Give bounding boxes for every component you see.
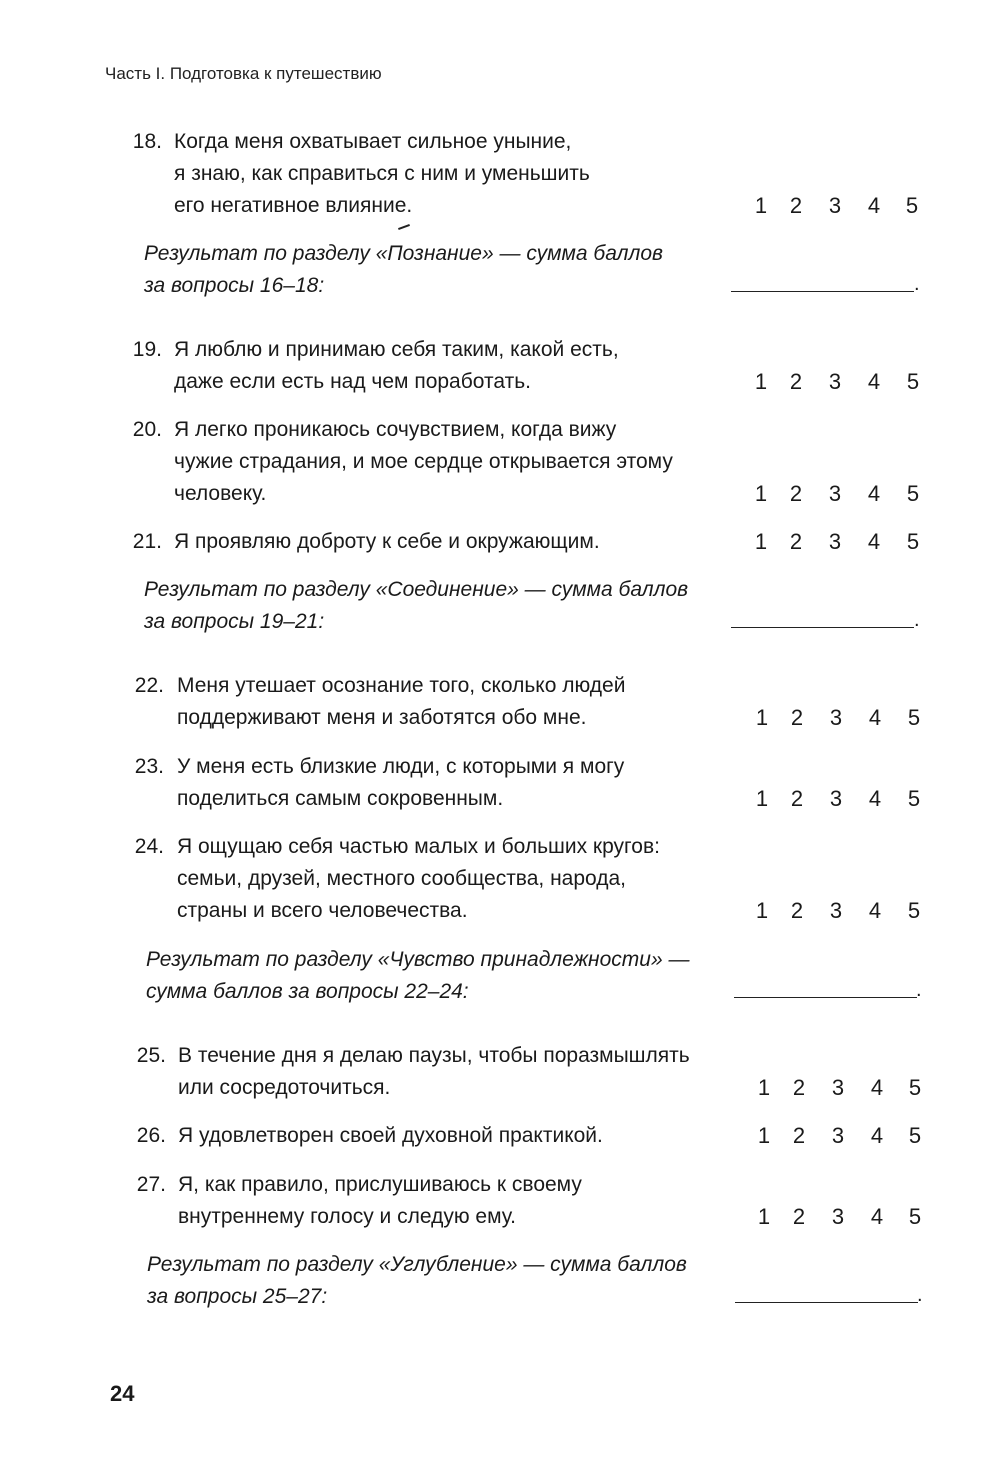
rating-5[interactable]: 5	[906, 529, 920, 554]
question-text: Я легко проникаюсь сочувствием, когда вижу чужие страдания, и мое сердце открывается этому человеку.	[174, 418, 673, 505]
rating-3[interactable]: 3	[828, 369, 842, 394]
rating-3[interactable]: 3	[831, 1075, 845, 1100]
question-text: Я, как правило, прислушиваюсь к своему внутреннему голосу и следую ему.	[178, 1173, 582, 1228]
question-number: 26.	[136, 1124, 166, 1147]
section-result-prinadlezhnost: Результат по разделу «Чувство принадлежности» — сумма баллов за вопросы 22–24:	[146, 948, 690, 1003]
question-number: 25.	[136, 1044, 166, 1067]
rating-4[interactable]: 4	[870, 1204, 884, 1229]
section-result-uglublenie: Результат по разделу «Углубление» — сумма баллов за вопросы 25–27:	[147, 1253, 687, 1308]
section-result-soedinenie: Результат по разделу «Соединение» — сумма баллов за вопросы 19–21:	[144, 578, 689, 633]
question-number: 27.	[136, 1173, 166, 1196]
rating-4[interactable]: 4	[868, 705, 882, 730]
rating-3[interactable]: 3	[828, 193, 842, 218]
rating-1[interactable]: 1	[754, 481, 768, 506]
rating-2[interactable]: 2	[790, 705, 804, 730]
question-text: Я удовлетворен своей духовной практикой.	[178, 1124, 603, 1147]
period: .	[914, 273, 920, 295]
rating-5[interactable]: 5	[907, 705, 921, 730]
rating-2[interactable]: 2	[792, 1204, 806, 1229]
rating-2[interactable]: 2	[792, 1123, 806, 1148]
score-blank[interactable]	[734, 996, 917, 998]
score-blank[interactable]	[735, 1301, 918, 1303]
rating-2[interactable]: 2	[789, 481, 803, 506]
rating-5[interactable]: 5	[907, 786, 921, 811]
score-blank[interactable]	[731, 626, 914, 628]
question-text: В течение дня я делаю паузы, чтобы поразмышлять или сосредоточиться.	[178, 1044, 690, 1099]
rating-4[interactable]: 4	[870, 1075, 884, 1100]
rating-3[interactable]: 3	[829, 786, 843, 811]
rating-2[interactable]: 2	[790, 786, 804, 811]
rating-2[interactable]: 2	[789, 529, 803, 554]
question-number: 23.	[134, 755, 164, 778]
question-number: 22.	[134, 674, 164, 697]
rating-3[interactable]: 3	[829, 705, 843, 730]
rating-4[interactable]: 4	[867, 193, 881, 218]
section-result-poznanie: Результат по разделу «Познание» — сумма баллов за вопросы 16–18:	[144, 242, 663, 297]
rating-2[interactable]: 2	[792, 1075, 806, 1100]
question-text: У меня есть близкие люди, с которыми я могу поделиться самым сокровенным.	[177, 755, 625, 810]
rating-4[interactable]: 4	[868, 786, 882, 811]
rating-5[interactable]: 5	[906, 481, 920, 506]
rating-3[interactable]: 3	[829, 898, 843, 923]
rating-4[interactable]: 4	[867, 481, 881, 506]
period: .	[914, 609, 920, 631]
running-head: Часть I. Подготовка к путешествию	[105, 64, 382, 83]
rating-4[interactable]: 4	[867, 369, 881, 394]
question-number: 21.	[132, 530, 162, 553]
period: .	[917, 1284, 923, 1306]
rating-4[interactable]: 4	[870, 1123, 884, 1148]
question-text: Я ощущаю себя частью малых и больших кругов: семьи, друзей, местного сообщества, народа, страны и всего человечества.	[177, 835, 660, 922]
rating-4[interactable]: 4	[868, 898, 882, 923]
rating-5[interactable]: 5	[908, 1075, 922, 1100]
rating-2[interactable]: 2	[789, 369, 803, 394]
rating-3[interactable]: 3	[831, 1123, 845, 1148]
question-text: Я люблю и принимаю себя таким, какой есть, даже если есть над чем поработать.	[174, 338, 619, 393]
rating-2[interactable]: 2	[789, 193, 803, 218]
rating-4[interactable]: 4	[867, 529, 881, 554]
rating-1[interactable]: 1	[754, 369, 768, 394]
rating-1[interactable]: 1	[755, 898, 769, 923]
question-number: 24.	[134, 835, 164, 858]
rating-3[interactable]: 3	[828, 529, 842, 554]
rating-1[interactable]: 1	[757, 1123, 771, 1148]
period: .	[916, 979, 922, 1001]
rating-1[interactable]: 1	[754, 529, 768, 554]
question-text: Меня утешает осознание того, сколько людей поддерживают меня и заботятся обо мне.	[177, 674, 626, 729]
rating-1[interactable]: 1	[754, 193, 768, 218]
rating-5[interactable]: 5	[906, 369, 920, 394]
rating-5[interactable]: 5	[907, 898, 921, 923]
rating-1[interactable]: 1	[755, 705, 769, 730]
score-blank[interactable]	[731, 290, 914, 292]
page-number: 24	[110, 1381, 135, 1406]
rating-2[interactable]: 2	[790, 898, 804, 923]
rating-5[interactable]: 5	[905, 193, 919, 218]
question-number: 18.	[132, 130, 162, 153]
question-number: 20.	[132, 418, 162, 441]
rating-5[interactable]: 5	[908, 1123, 922, 1148]
question-text: Когда меня охватывает сильное уныние, я знаю, как справиться с ним и уменьшить его негативное влияние.	[174, 130, 590, 217]
rating-1[interactable]: 1	[757, 1204, 771, 1229]
question-number: 19.	[132, 338, 162, 361]
rating-1[interactable]: 1	[755, 786, 769, 811]
question-text: Я проявляю доброту к себе и окружающим.	[174, 530, 600, 553]
rating-3[interactable]: 3	[831, 1204, 845, 1229]
rating-1[interactable]: 1	[757, 1075, 771, 1100]
rating-5[interactable]: 5	[908, 1204, 922, 1229]
rating-3[interactable]: 3	[828, 481, 842, 506]
stray-mark	[398, 224, 410, 230]
